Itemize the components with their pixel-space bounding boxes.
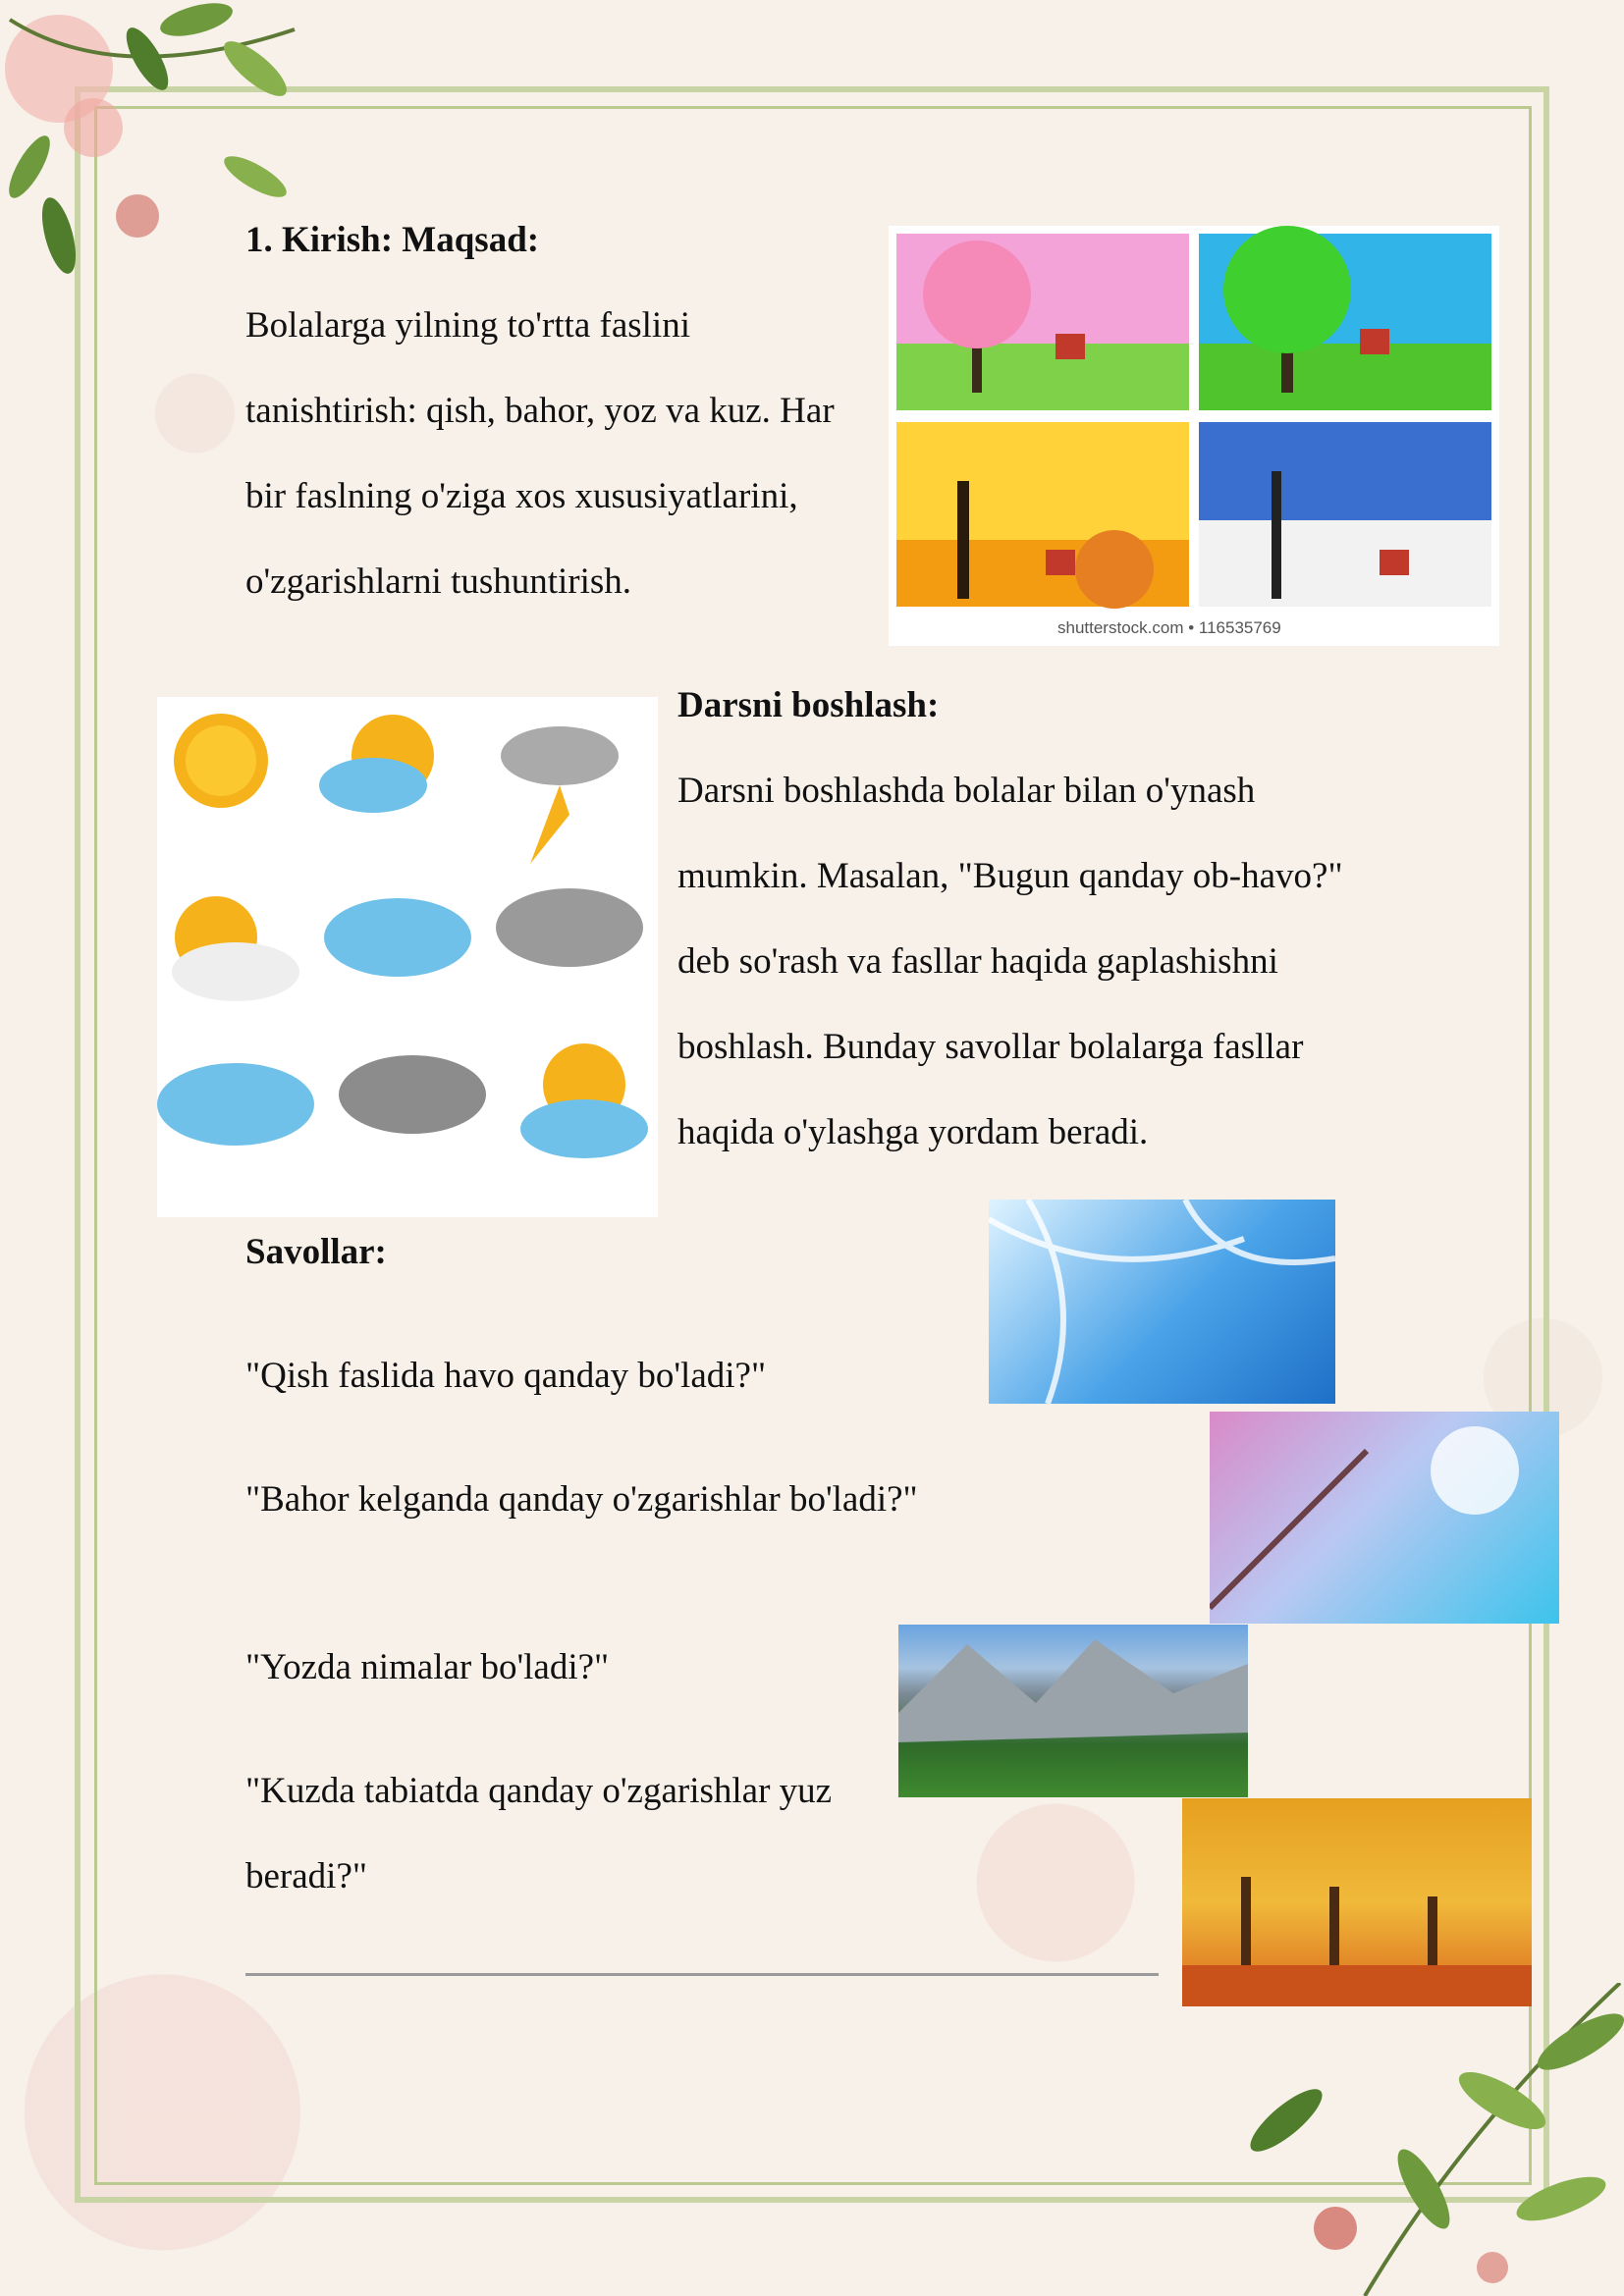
- lesson-start-line: mumkin. Masalan, "Bugun qanday ob-havo?": [677, 856, 1343, 896]
- question-autumn: "Kuzda tabiatda qanday o'zgarishlar yuz: [245, 1771, 833, 1811]
- questions-heading: Savollar:: [245, 1232, 387, 1272]
- question-winter: "Qish faslida havo qanday bo'ladi?": [245, 1356, 767, 1396]
- lesson-start-line: Darsni boshlashda bolalar bilan o'ynash: [677, 771, 1256, 811]
- autumn-photo: [1182, 1798, 1532, 2006]
- lesson-start-heading: Darsni boshlash:: [677, 685, 940, 725]
- intro-heading: 1. Kirish: Maqsad:: [245, 220, 540, 260]
- question-summer: "Yozda nimalar bo'ladi?": [245, 1647, 610, 1687]
- intro-line: o'zgarishlarni tushuntirish.: [245, 561, 632, 602]
- lesson-start-line: haqida o'ylashga yordam beradi.: [677, 1112, 1149, 1152]
- question-spring: "Bahor kelganda qanday o'zgarishlar bo'ladi?": [245, 1479, 918, 1520]
- lesson-start-line: deb so'rash va fasllar haqida gaplashishni: [677, 941, 1278, 982]
- summer-photo: [898, 1625, 1248, 1797]
- intro-line: bir faslning o'ziga xos xususiyatlarini,: [245, 476, 798, 516]
- horizontal-rule: [245, 1973, 1159, 1976]
- winter-photo: [989, 1200, 1335, 1404]
- intro-line: Bolalarga yilning to'rtta faslini: [245, 305, 690, 346]
- question-autumn-continued: beradi?": [245, 1856, 367, 1896]
- four-seasons-image: [889, 226, 1499, 646]
- spring-photo: [1210, 1412, 1559, 1624]
- floral-corner-bottom-right: [1168, 1983, 1624, 2296]
- lesson-start-line: boshlash. Bunday savollar bolalarga fasllar: [677, 1027, 1304, 1067]
- weather-icons-image: [157, 697, 658, 1217]
- image-caption: shutterstock.com • 116535769: [1057, 618, 1281, 637]
- intro-line: tanishtirish: qish, bahor, yoz va kuz. Har: [245, 391, 835, 431]
